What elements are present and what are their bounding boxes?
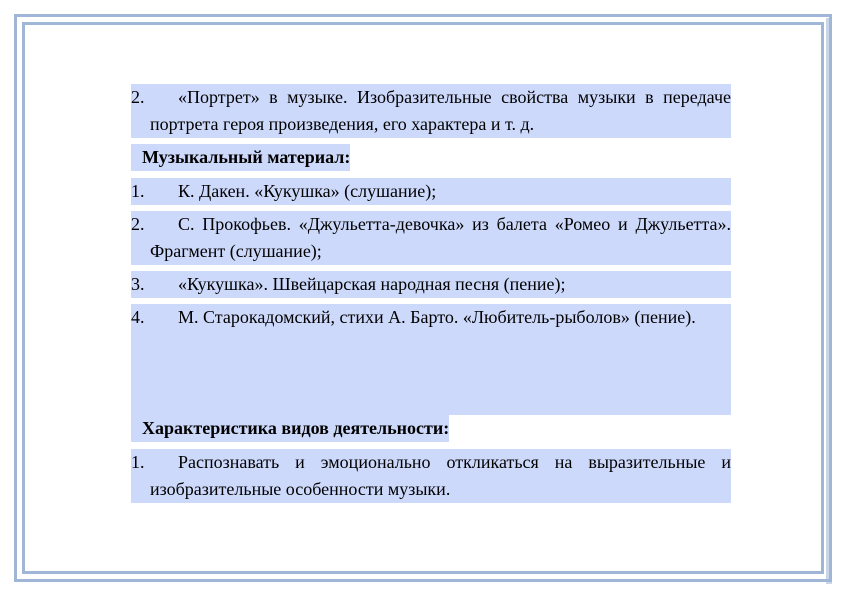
activities-heading: Характеристика видов деятельности: bbox=[131, 415, 449, 442]
spacer bbox=[131, 331, 731, 391]
material-item-text: С. Прокофьев. «Джульетта-девочка» из балета «Ромео и Джульетта». Фрагмент (слушание); bbox=[150, 214, 731, 261]
topic-text: «Портрет» в музыке. Изобразительные свойства музыки в передаче портрета героя произведения, его характера и т. д. bbox=[150, 87, 731, 134]
spacer bbox=[131, 391, 731, 415]
material-item-text: М. Старокадомский, стихи А. Барто. «Любитель-рыболов» (пение). bbox=[178, 307, 696, 327]
topic-item bbox=[131, 84, 731, 138]
material-item bbox=[131, 304, 731, 331]
activities-item-text: Распознавать и эмоционально откликаться на выразительные и изобразительные особенности музыки. bbox=[150, 452, 731, 499]
material-item bbox=[131, 178, 731, 205]
material-item-number: 2. bbox=[131, 214, 145, 234]
activities-heading-row bbox=[131, 415, 731, 442]
material-item-number: 1. bbox=[131, 181, 145, 201]
material-heading: Музыкальный материал: bbox=[131, 144, 350, 171]
material-item bbox=[131, 211, 731, 265]
material-item-number: 4. bbox=[131, 307, 145, 327]
slide-content bbox=[131, 84, 731, 503]
material-item-text: «Кукушка». Швейцарская народная песня (пение); bbox=[178, 274, 566, 294]
topic-number: 2. bbox=[131, 87, 145, 107]
activities-item bbox=[131, 449, 731, 503]
material-item-number: 3. bbox=[131, 274, 145, 294]
material-heading-row bbox=[131, 144, 731, 171]
material-item bbox=[131, 271, 731, 298]
activities-item-number: 1. bbox=[131, 452, 145, 472]
material-item-text: К. Дакен. «Кукушка» (слушание); bbox=[178, 181, 437, 201]
